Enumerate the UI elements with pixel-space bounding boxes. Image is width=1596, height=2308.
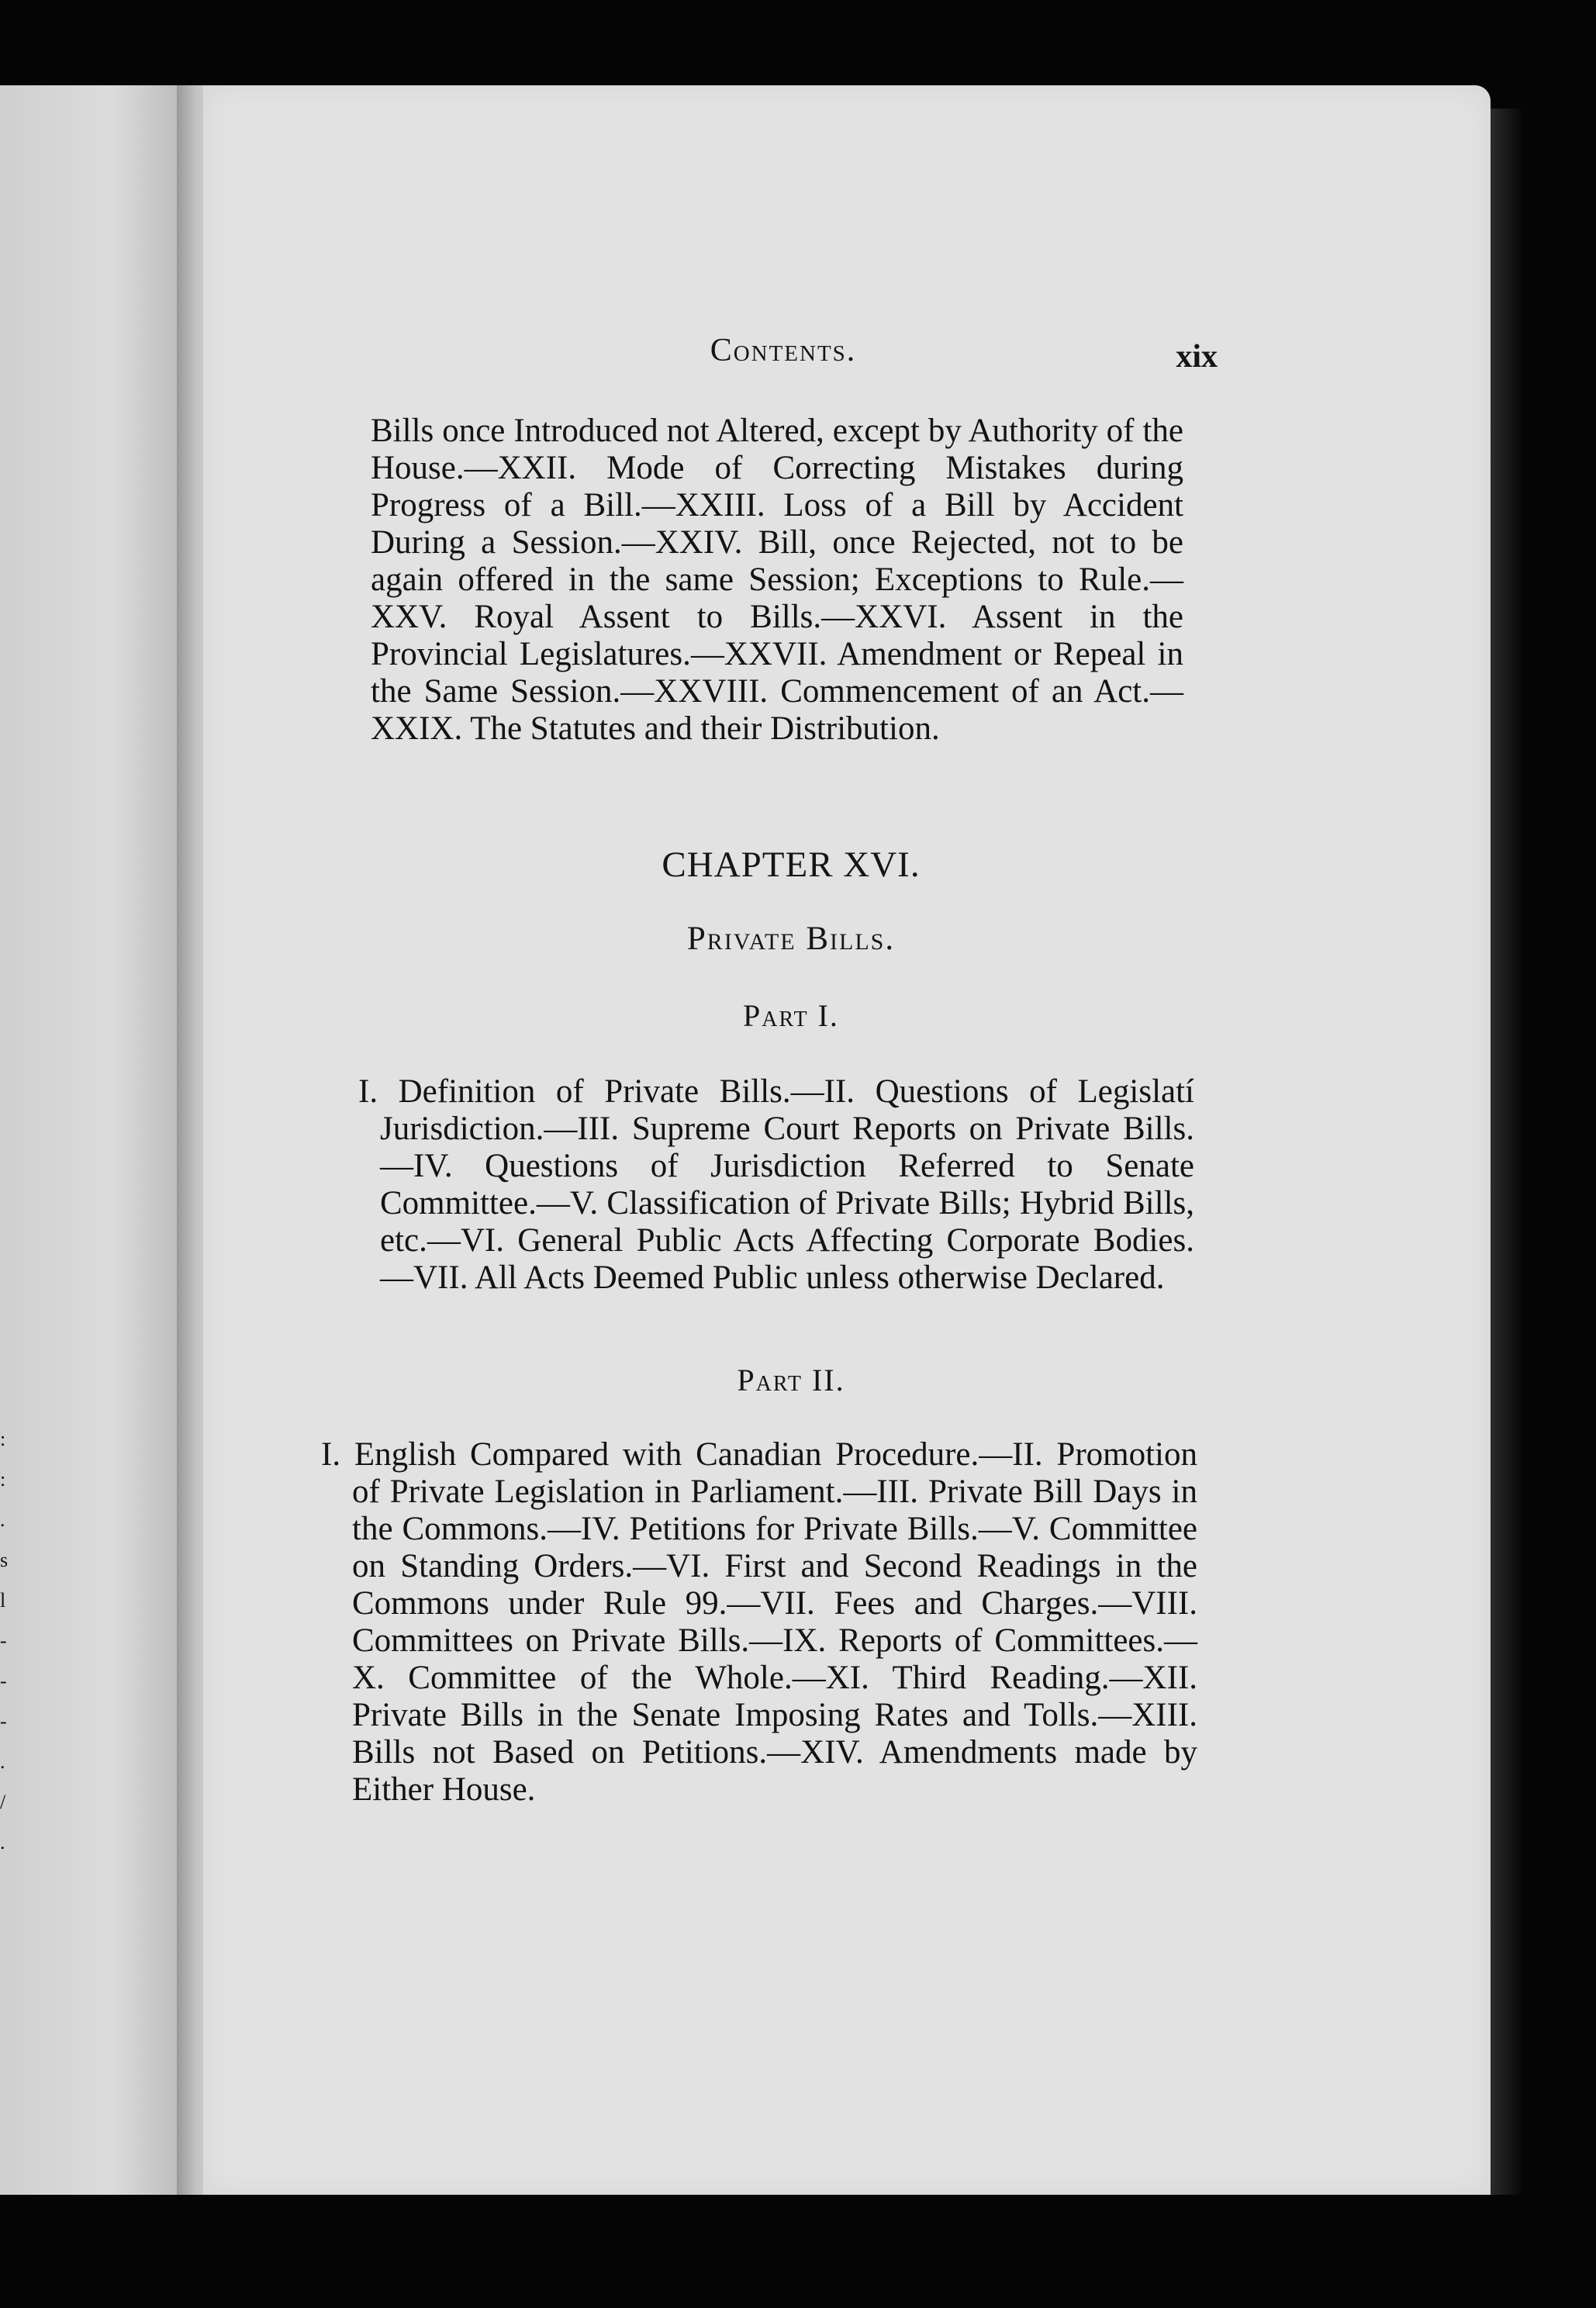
edge-mark: / bbox=[0, 1791, 6, 1813]
facing-page bbox=[0, 85, 203, 2195]
part-2-heading: Part II. bbox=[737, 1363, 845, 1398]
edge-mark: - bbox=[0, 1710, 7, 1733]
edge-mark: s bbox=[0, 1549, 9, 1571]
part-1-heading: Part I. bbox=[743, 998, 839, 1033]
part-2-contents: I. English Compared with Canadian Procedure.—II. Promotion of Private Legislation in Parliament.—III. Private Bill Days in the Commons.—IV. Petitions for Private Bills.—V. Committee on Standing Orders.—VI. First and Second Readings in the Commons under Rule 99.—VII. Fees and Charges.—VIII. Committees on Private Bills.—IX. Reports of Committees.—X. Committee of the Whole.—XI. Third Reading.—XII. Private Bills in the Senate Imposing Rates and Tolls.—XIII. Bills not Based on Petitions.—XIV. Amendments made by Either House. bbox=[321, 1436, 1197, 1808]
edge-mark: - bbox=[0, 1629, 7, 1652]
page-number: xix bbox=[1176, 339, 1218, 375]
chapter-subtitle: Private Bills. bbox=[686, 921, 896, 957]
edge-mark: - bbox=[0, 1670, 7, 1692]
running-title: Contents. bbox=[710, 333, 857, 368]
edge-mark: : bbox=[0, 1468, 6, 1491]
chapter-15-contents-tail: Bills once Introduced not Altered, except by Authority of the House.—XXII. Mode of Correcting Mistakes during Progress of a Bill.—XXIII. Loss of a Bill by Accident During a Session.—XXIV. Bill, once Rejected, not to be again offered in the same Session; Exceptions to Rule.—XXV. Royal Assent to Bills.—XXVI. Assent in the Provincial Legislatures.—XXVII. Amendment or Repeal in the Same Session.—XXVIII. Commencement of an Act.—XXIX. The Statutes and their Distribution. bbox=[371, 413, 1183, 747]
page-edge-shadow bbox=[1491, 109, 1522, 2195]
edge-mark: : bbox=[0, 1428, 6, 1450]
edge-mark: . bbox=[0, 1750, 5, 1773]
part-1-contents: I. Definition of Private Bills.—II. Questions of Legislatí Jurisdiction.—III. Supreme Court Reports on Private Bills.—IV. Questions of Jurisdiction Referred to Senate Committee.—V. Classification of Private Bills; Hybrid Bills, etc.—VI. General Public Acts Affecting Corporate Bodies.—VII. All Acts Deemed Public unless otherwise Declared. bbox=[358, 1073, 1194, 1296]
chapter-heading: CHAPTER XVI. bbox=[662, 845, 921, 885]
edge-mark: l bbox=[0, 1589, 6, 1612]
edge-mark: . bbox=[0, 1831, 5, 1854]
facing-page-edge-text bbox=[0, 1419, 11, 1863]
edge-mark: . bbox=[0, 1508, 5, 1531]
